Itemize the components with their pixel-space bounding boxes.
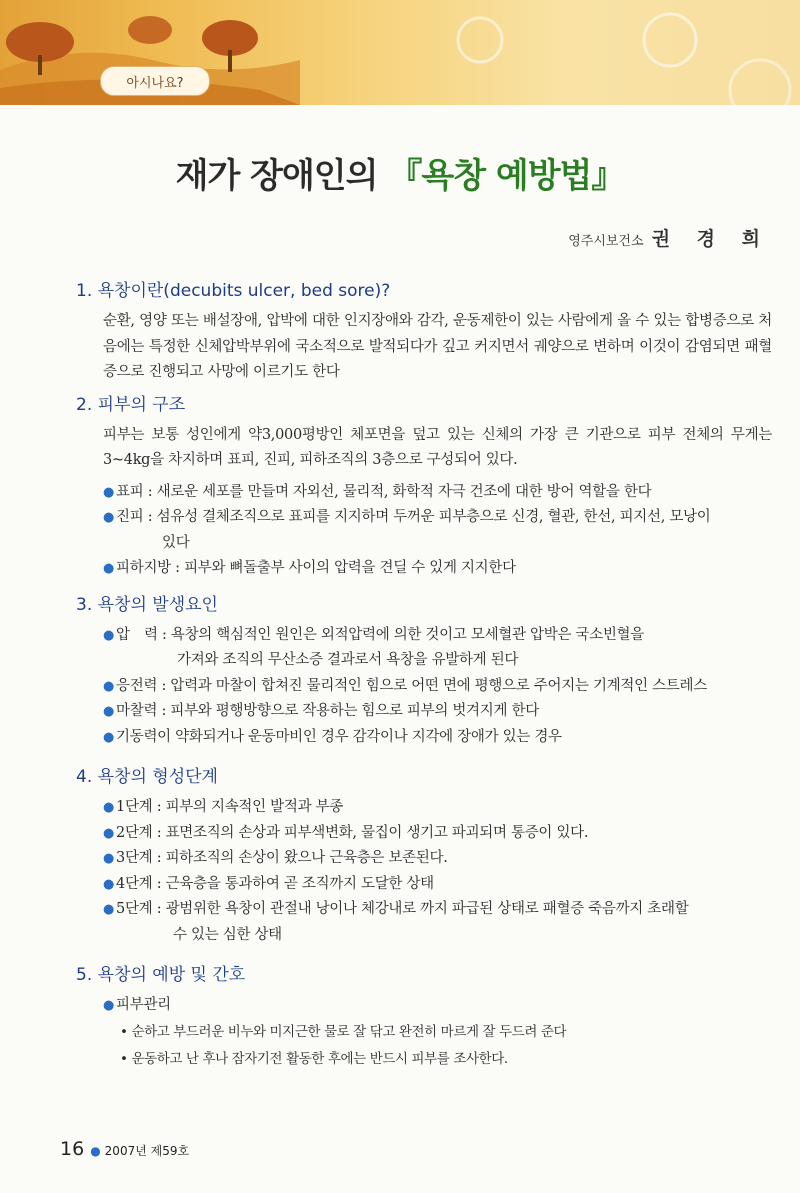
bullet-dot-icon: ●	[103, 825, 115, 841]
title-highlight: 『욕창 예방법』	[388, 156, 625, 196]
author-affiliation: 영주시보건소	[568, 234, 644, 249]
bullet-item: ● 응전력 : 압력과 마찰이 합쳐진 물리적인 힘으로 어떤 면에 평행으로 주어지는 기계적인 스트레스	[103, 677, 707, 694]
bullet-dot-icon: ●	[103, 876, 115, 892]
bullet-dot-icon: ●	[103, 627, 115, 643]
bullet-item: ● 피하지방 : 피부와 뼈돌출부 사이의 압력을 견딜 수 있게 지지한다	[103, 560, 516, 576]
bullet-dot-icon: ●	[103, 484, 115, 500]
bullet-item: ● 진피 : 섬유성 결체조직으로 표피를 지지하며 두꺼운 피부층으로 신경, 혈관, 한선, 피지선, 모낭이 있다	[103, 509, 711, 551]
page-footer	[60, 1138, 189, 1160]
bullet-dot-icon: ●	[103, 851, 115, 866]
title-prefix: 재가 장애인의	[175, 156, 389, 196]
bullet-dot-icon: ●	[103, 902, 115, 917]
sub-bullet-item: • 운동하고 난 후나 잠자기전 활동한 후에는 반드시 피부를 조사한다.	[120, 1050, 508, 1067]
section-heading: 5. 욕창의 예방 및 간호	[76, 965, 246, 985]
sub-bullet-item: • 순하고 부드러운 비누와 미지근한 물로 잘 닦고 완전히 마르게 잘 두드려 준다	[120, 1023, 567, 1040]
header-banner	[0, 0, 800, 105]
bullet-item: ● 압 력 : 욕창의 핵심적인 원인은 외적압력에 의한 것이고 모세혈관 압박은 국소빈혈을 가져와 조직의 무산소증 결과로서 욕창을 유발하게 된다	[103, 626, 644, 668]
bullet-item: ● 마찰력 : 피부와 평행방향으로 작용하는 힘으로 피부의 벗겨지게 한다	[103, 703, 539, 719]
bullet-item: ● 3단계 : 피하조직의 손상이 왔으나 근육층은 보존된다.	[103, 850, 448, 866]
bullet-item: ● 기동력이 약화되거나 운동마비인 경우 감각이나 지각에 장애가 있는 경우	[103, 728, 562, 745]
bullet-item: ● 피부관리	[103, 997, 171, 1013]
bullet-item: ● 1단계 : 피부의 지속적인 발적과 부종	[103, 799, 344, 815]
author-name: 권 경 희	[651, 228, 770, 250]
footer-dot-icon: ●	[90, 1144, 101, 1158]
bullet-dot-icon: ●	[103, 678, 115, 694]
section-heading: 2. 피부의 구조	[76, 394, 186, 415]
author-line	[568, 224, 770, 251]
page-title	[0, 148, 800, 197]
bullet-dot-icon: ●	[103, 704, 115, 719]
bullet-dot-icon: ●	[103, 998, 115, 1013]
bullet-item: ● 표피 : 새로운 세포를 만들며 자외선, 물리적, 화학적 자극 건조에 대한 방어 역할을 한다	[103, 483, 652, 500]
section-paragraph: 피부는 보통 성인에게 약3,000평방인 체포면을 덮고 있는 신체의 가장 큰 기관으로 피부 전체의 무게는 3~4kg을 차지하며 표피, 진피, 피하조직의 3층으로 구성되어 있다.	[103, 426, 772, 468]
bullet-dot-icon: ●	[103, 510, 115, 525]
section-paragraph: 순환, 영양 또는 배설장애, 압박에 대한 인지장애와 감각, 운동제한이 있는 사람에게 올 수 있는 합병증으로 처음에는 특정한 신체압박부위에 국소적으로 발적되다가 깊고 커지면서 궤양으로 변하며 이것이 감염되면 패혈증으로 진행되고 사망에 이르기도 한다	[103, 313, 772, 380]
issue-label: 2007년 제59호	[104, 1144, 190, 1158]
bullet-item: ● 5단계 : 광범위한 욕창이 관절내 낭이나 체강내로 까지 파급된 상태로 패혈증 죽음까지 초래할 수 있는 심한 상태	[103, 901, 689, 943]
article-body	[76, 278, 772, 1073]
bullet-dot-icon: ●	[103, 561, 115, 576]
section-heading: 3. 욕창의 발생요인	[76, 594, 218, 615]
bullet-dot-icon: ●	[103, 800, 115, 815]
header-badge: 아시나요?	[100, 66, 210, 96]
bullet-item: ● 2단계 : 표면조직의 손상과 피부색변화, 물집이 생기고 파괴되며 통증이 있다.	[103, 824, 589, 841]
bullet-dot-icon: ●	[103, 729, 115, 745]
bullet-item: ● 4단계 : 근육층을 통과하여 곧 조직까지 도달한 상태	[103, 875, 434, 892]
page-number: 16	[60, 1138, 85, 1160]
section-heading: 4. 욕창의 형성단계	[76, 767, 218, 787]
section-heading: 1. 욕창이란(decubits ulcer, bed sore)?	[76, 281, 391, 301]
